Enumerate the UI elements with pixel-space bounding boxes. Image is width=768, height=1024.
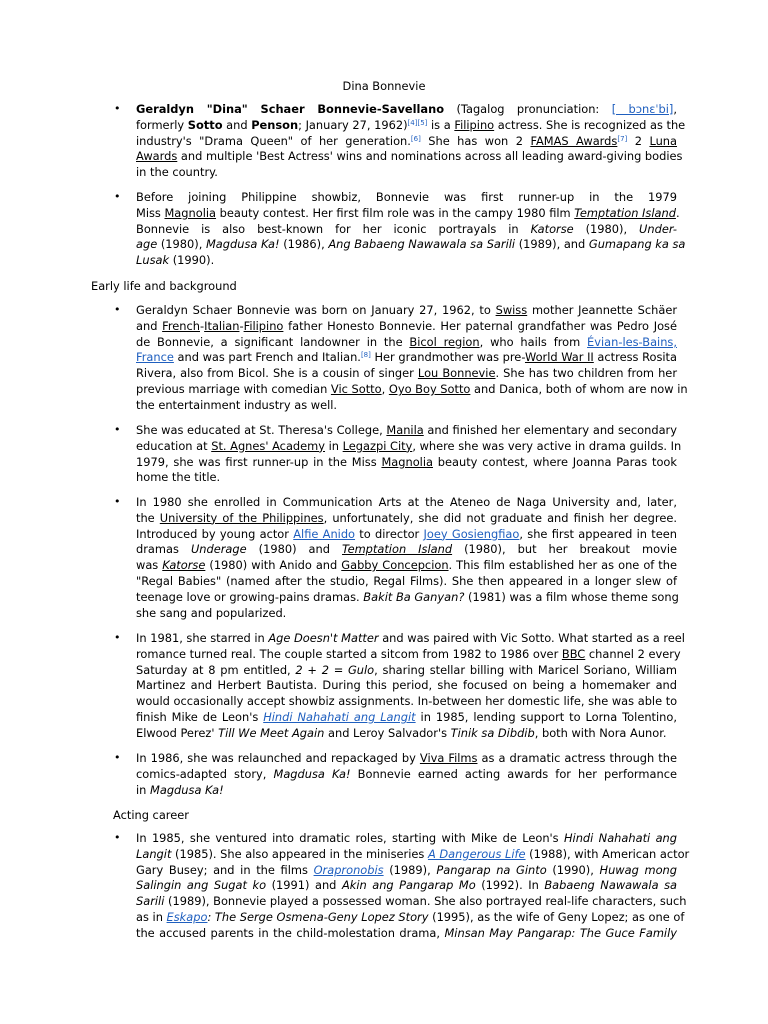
filipino-link[interactable]: Filipino bbox=[454, 117, 495, 132]
legazpi-city-link[interactable]: Legazpi City bbox=[342, 438, 413, 453]
list-item: • Geraldyn Schaer Bonnevie was born on January 27, 1962, to Swiss mother Jeannette Schäer and French-Italian-Filipino father Honesto Bonnevie. Her paternal grandfather was Pedro José de Bonnevie, a significant landowner in the Bicol region, who hails from Évian-les-Bains, France and was part French and Italian.[8] Her grandmother was pre-World War II actress Rosita Rivera, also from Bicol. She is a cousin of singer Lou Bonnevie. She has two children from her previous marriage with comedian Vic Sotto, Oyo Boy Sotto and Danica, both of whom are now in the entertainment industry as well. bbox=[136, 303, 677, 414]
list-item: • In 1980 she enrolled in Communication Arts at the Ateneo de Naga University and, later, the University of the Philippines, unfortunately, she did not graduate and finish her degree. Introduced by young actor Alfie Anido to director Joey Gosiengfiao, she first appeared in teen dramas Underage (1980) and Temptation Island (1980), but her breakout movie was Katorse (1980) with Anido and Gabby Concepcion. This film established her as one of the "Regal Babies" (named after the studio, Regal Films). She then appeared in a longer slew of teenage love or growing-pains dramas. Bakit Ba Ganyan? (1981) was a film whose theme song she sang and popularized. bbox=[136, 495, 677, 621]
orapronobis-link[interactable]: Orapronobis bbox=[313, 862, 384, 877]
italian-link[interactable]: Italian bbox=[204, 318, 240, 333]
joey-gosiengfiao-link[interactable]: Joey Gosiengfiao bbox=[423, 526, 520, 541]
full-name: Geraldyn "Dina" Schaer Bonnevie-Savellano bbox=[136, 102, 445, 116]
citation-link[interactable]: [6] bbox=[410, 134, 421, 143]
famas-awards-link[interactable]: FAMAS Awards bbox=[530, 133, 618, 148]
france-link[interactable]: France bbox=[136, 350, 174, 365]
list-item: • In 1981, she starred in Age Doesn't Matter and was paired with Vic Sotto. What started as a reel romance turned real. The couple started a sitcom from 1982 to 1986 over BBC channel 2 every Saturday at 8 pm entitled, 2 + 2 = Gulo, sharing stellar billing with Maricel Soriano, William Martinez and Herbert Bautista. During this period, she focused on being a homemaker and would occasionally accept showbiz assignments. In-between her domestic life, she was able to finish Mike de Leon's Hindi Nahahati ang Langit in 1985, lending support to Lorna Tolentino, Elwood Perez' Till We Meet Again and Leroy Salvador's Tinik sa Dibdib, both with Nora Aunor. bbox=[136, 631, 677, 742]
luna-awards-link[interactable]: Luna bbox=[649, 133, 678, 148]
manila-link[interactable]: Manila bbox=[386, 423, 424, 437]
bbc-link[interactable]: BBC bbox=[561, 646, 586, 661]
filipino-link[interactable]: Filipino bbox=[243, 318, 284, 333]
hindi-nahahati-link[interactable]: Hindi Nahahati ang Langit bbox=[263, 709, 416, 724]
st-agnes-academy-link[interactable]: St. Agnes' Academy bbox=[211, 438, 326, 453]
vic-sotto-link[interactable]: Vic Sotto bbox=[330, 381, 382, 396]
lou-bonnevie-link[interactable]: Lou Bonnevie bbox=[417, 366, 496, 381]
citation-link[interactable]: [7] bbox=[617, 134, 628, 143]
section-heading-acting-career: Acting career bbox=[113, 808, 189, 822]
temptation-island-link[interactable]: Temptation Island bbox=[574, 205, 676, 220]
list-item: • In 1986, she was relaunched and repackaged by Viva Films as a dramatic actress through the comics-adapted story, Magdusa Ka! Bonnevie earned acting awards for her performance in Magdusa Ka! bbox=[136, 751, 677, 798]
swiss-link[interactable]: Swiss bbox=[495, 303, 528, 317]
katorse-link[interactable]: Katorse bbox=[162, 558, 206, 573]
temptation-island-link[interactable]: Temptation Island bbox=[342, 542, 453, 557]
luna-awards-link[interactable]: Awards bbox=[136, 149, 178, 164]
list-item: • She was educated at St. Theresa's College, Manila and finished her elementary and secondary education at St. Agnes' Academy in Legazpi City, where she was very active in drama guilds. In 1979, she was first runner-up in the Miss Magnolia beauty contest, where Joanna Paras took home the title. bbox=[136, 423, 677, 486]
magnolia-link[interactable]: Magnolia bbox=[164, 205, 217, 220]
evian-link[interactable]: Évian-les-Bains, bbox=[587, 334, 677, 349]
eskapo-link[interactable]: Eskapo bbox=[166, 909, 208, 924]
citation-link[interactable]: [8] bbox=[360, 351, 371, 360]
alfie-anido-link[interactable]: Alfie Anido bbox=[293, 526, 356, 541]
section-heading-early-life: Early life and background bbox=[91, 279, 237, 293]
page-title: Dina Bonnevie bbox=[342, 79, 426, 93]
up-link[interactable]: University of the Philippines bbox=[159, 510, 324, 525]
a-dangerous-life-link[interactable]: A Dangerous Life bbox=[427, 846, 526, 861]
viva-films-link[interactable]: Viva Films bbox=[419, 751, 478, 765]
french-link[interactable]: French bbox=[162, 318, 200, 333]
gabby-concepcion-link[interactable]: Gabby Concepcion bbox=[341, 558, 449, 573]
oyo-boy-sotto-link[interactable]: Oyo Boy Sotto bbox=[388, 381, 471, 396]
list-item: • Geraldyn "Dina" Schaer Bonnevie-Savellano (Tagalog pronunciation: [ bɔnɛˈbi], formerly Sotto and Penson; January 27, 1962)[4][5] is a Filipino actress. She is recognized as the industry's "Drama Queen" of her generation.[6] She has won 2 FAMAS Awards[7] 2 Luna Awards and multiple 'Best Actress' wins and nominations across all leading award-giving bodies in the country. bbox=[136, 102, 677, 181]
world-war-ii-link[interactable]: World War II bbox=[524, 350, 594, 365]
list-item: • Before joining Philippine showbiz, Bonnevie was first runner-up in the 1979 Miss Magnolia beauty contest. Her first film role was in the campy 1980 film Temptation Island. Bonnevie is also best-known for her iconic portrayals in Katorse (1980), Under- age (1980), Magdusa Ka! (1986), Ang Babaeng Nawawala sa Sarili (1989), and Gumapang ka sa Lusak (1990). bbox=[136, 190, 677, 269]
pronunciation-link[interactable]: [ bɔnɛˈbi] bbox=[611, 102, 674, 116]
magnolia-link[interactable]: Magnolia bbox=[381, 454, 433, 469]
bicol-region-link[interactable]: Bicol region bbox=[409, 334, 480, 349]
citation-link[interactable]: [4][5] bbox=[407, 118, 428, 127]
list-item: • In 1985, she ventured into dramatic roles, starting with Mike de Leon's Hindi Nahahati ang Langit (1985). She also appeared in the miniseries A Dangerous Life (1988), with American actor Gary Busey; and in the films Orapronobis (1989), Pangarap na Ginto (1990), Huwag mong Salingin ang Sugat ko (1991) and Akin ang Pangarap Mo (1992). In Babaeng Nawawala sa Sarili (1989), Bonnevie played a possessed woman. She also portrayed real-life characters, such as in Eskapo: The Serge Osmena-Geny Lopez Story (1995), as the wife of Geny Lopez; as one of the accused parents in the child-molestation drama, Minsan May Pangarap: The Guce Family bbox=[136, 831, 677, 942]
